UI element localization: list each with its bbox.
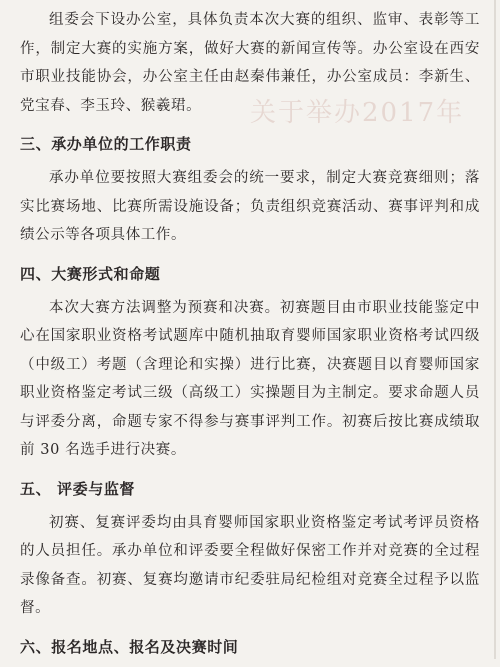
section-heading-4: 四、大赛形式和命题: [20, 264, 161, 283]
paragraph-office-setup: 组委会下设办公室，具体负责本次大赛的组织、监审、表彰等工作，制定大赛的实施方案，做好大赛的新闻宣传等。办公室设在西安市职业技能协会，办公室主任由赵秦伟兼任，办公室成员：李新生、党宝春、李玉玲、猴羲珺。: [20, 12, 480, 114]
section-heading-3: 三、承办单位的工作职责: [20, 135, 192, 153]
page-edge-shadow: [494, 0, 496, 659]
bleed-through-text: 关于举办2017年: [250, 98, 465, 128]
section-heading-6: 六、报名地点、报名及决赛时间: [20, 637, 239, 656]
paragraph-judges-supervision: 初赛、复赛评委均由具育婴师国家职业资格鉴定考试考评员资格的人员担任。承办单位和评委要全程做好保密工作并对竞赛的全过程录像备查。初赛、复赛均邀请市纪委驻局纪检组对竞赛全过程予以监督。: [20, 514, 480, 616]
paragraph-competition-format: 本次大赛方法调整为预赛和决赛。初赛题目由市职业技能鉴定中心在国家职业资格考试题库中随机抽取育婴师国家职业资格考试四级（中级工）考题（含理论和实操）进行比赛，决赛题目以育婴师国家职业资格鉴定考试三级（高级工）实操题目为主制定。要求命题人员与评委分离，命题专家不得参与赛事评判工作。初赛后按比赛成绩取前 30 名选手进行决赛。: [20, 299, 480, 458]
document-page: [20, 6, 480, 667]
section-heading-5: 五、 评委与监督: [20, 479, 136, 498]
paragraph-organizer-duties: 承办单位要按照大赛组委会的统一要求，制定大赛竞赛细则；落实比赛场地、比赛所需设施设备；负责组织竞赛活动、赛事评判和成绩公示等各项具体工作。: [20, 170, 480, 243]
